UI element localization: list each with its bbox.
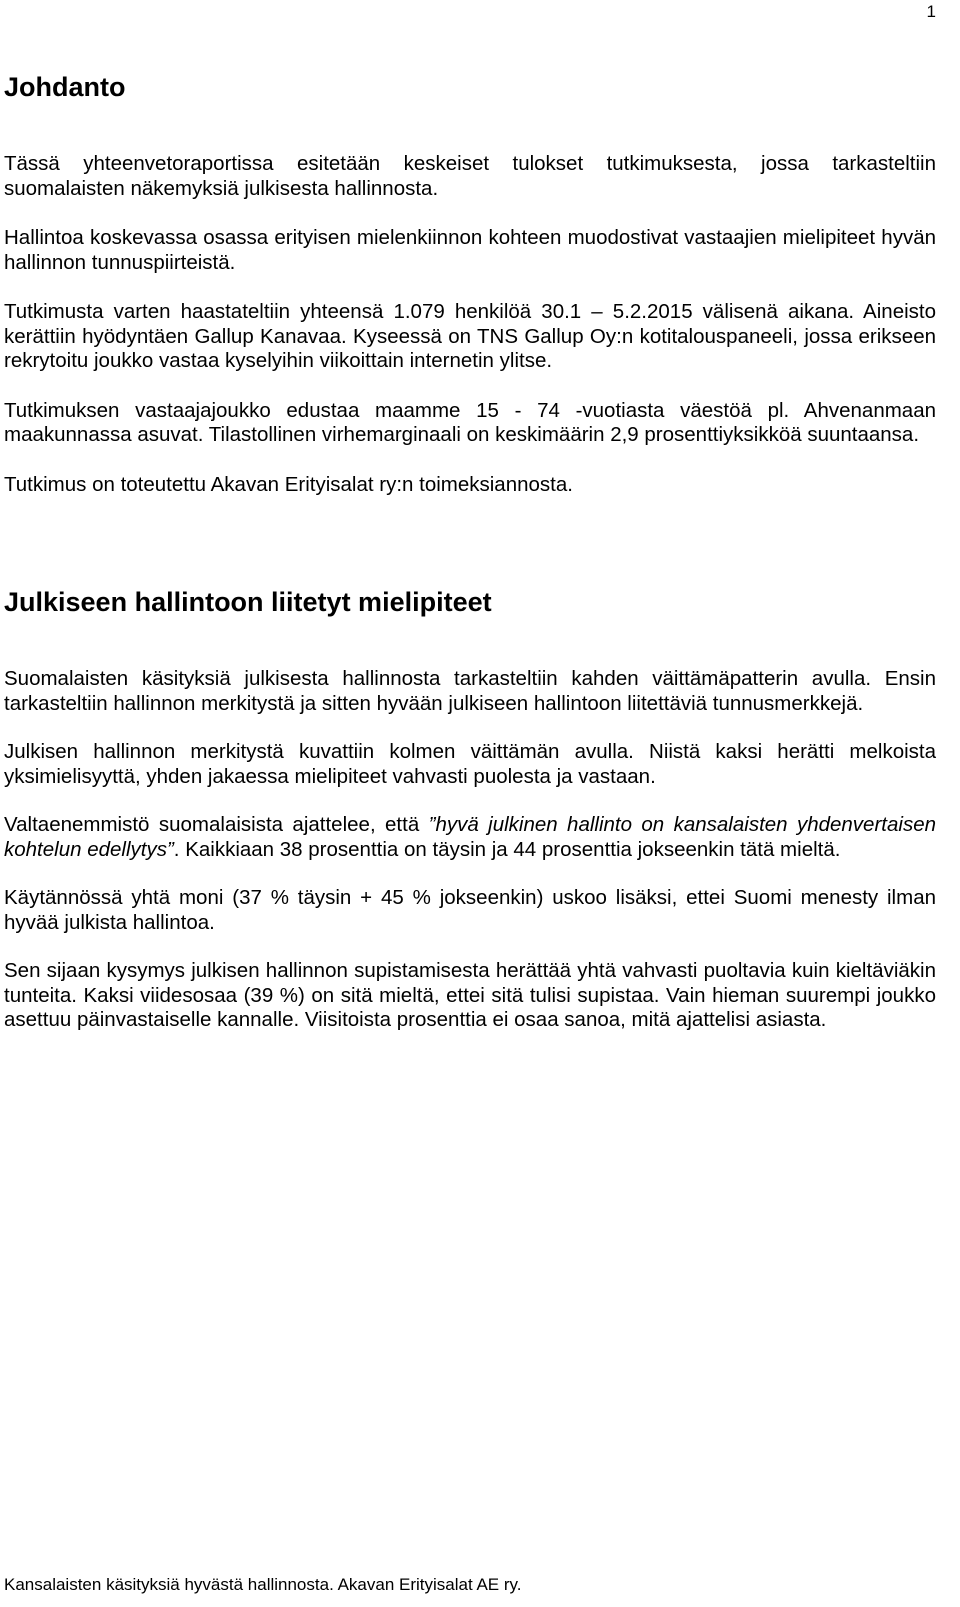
paragraph: Käytännössä yhtä moni (37 % täysin + 45 % jokseenkin) uskoo lisäksi, ettei Suomi menesty ilman hyvää julkista hallintoa. (4, 886, 936, 934)
section-mielipiteet (4, 585, 936, 1033)
section-heading: Julkiseen hallintoon liitetyt mielipiteet (4, 587, 492, 617)
paragraph: Suomalaisten käsityksiä julkisesta hallinnosta tarkasteltiin kahden väittämäpatterin avulla. Ensin tarkasteltiin hallinnon merkitystä ja sitten hyvään julkiseen hallintoon liitettäviä tunnusmerkkejä. (4, 667, 936, 715)
paragraph: Tutkimusta varten haastateltiin yhteensä 1.079 henkilöä 30.1 – 5.2.2015 välisenä aikana. Aineisto kerättiin hyödyntäen Gallup Kanavaa. Kyseessä on TNS Gallup Oy:n kotitalouspaneeli, jossa erikseen rekrytoitu joukko vastaa kyselyihin viikoittain internetin ylitse. (4, 300, 936, 372)
page-number: 1 (926, 2, 936, 21)
paragraph: Hallintoa koskevassa osassa erityisen mielenkiinnon kohteen muodostivat vastaajien mielipiteet hyvän hallinnon tunnuspiirteistä. (4, 226, 936, 274)
section-johdanto (4, 70, 936, 497)
paragraph: Julkisen hallinnon merkitystä kuvattiin kolmen väittämän avulla. Niistä kaksi herätti melkoista yksimielisyyttä, yhden jakaessa mielipiteet vahvasti puolesta ja vastaan. (4, 740, 936, 788)
page-footer: Kansalaisten käsityksiä hyvästä hallinnosta. Akavan Erityisalat AE ry. (4, 1575, 522, 1594)
paragraph-text: . Kaikkiaan 38 prosenttia on täysin ja 44 prosenttia jokseenkin tätä mieltä. (173, 837, 841, 861)
paragraph: Tässä yhteenvetoraportissa esitetään keskeiset tulokset tutkimuksesta, jossa tarkasteltiin suomalaisten näkemyksiä julkisesta hallinnosta. (4, 152, 936, 200)
paragraph-text: Valtaenemmistö suomalaisista ajattelee, että (4, 813, 429, 836)
quoted-statement: ”hyvä julkinen hallinto on kansalaisten yhdenvertaisen kohtelun edellytys” (4, 813, 936, 861)
paragraph: Tutkimus on toteutettu Akavan Erityisalat ry:n toimeksiannosta. (4, 472, 573, 496)
section-heading: Johdanto (4, 72, 126, 102)
paragraph (4, 813, 936, 862)
paragraph: Tutkimuksen vastaajajoukko edustaa maamme 15 - 74 -vuotiasta väestöä pl. Ahvenanmaan maakunnassa asuvat. Tilastollinen virhemarginaali on keskimäärin 2,9 prosenttiyksikköä suuntaansa. (4, 398, 936, 446)
document-body (4, 70, 936, 1057)
paragraph: Sen sijaan kysymys julkisen hallinnon supistamisesta herättää yhtä vahvasti puoltavia kuin kieltäviäkin tunteita. Kaksi viidesosaa (39 %) on sitä mieltä, ettei sitä tulisi supistaa. Vain hieman suurempi joukko asettuu päinvastaiselle kannalle. Viisitoista prosenttia ei osaa sanoa, mitä ajattelisi asiasta. (4, 959, 936, 1031)
